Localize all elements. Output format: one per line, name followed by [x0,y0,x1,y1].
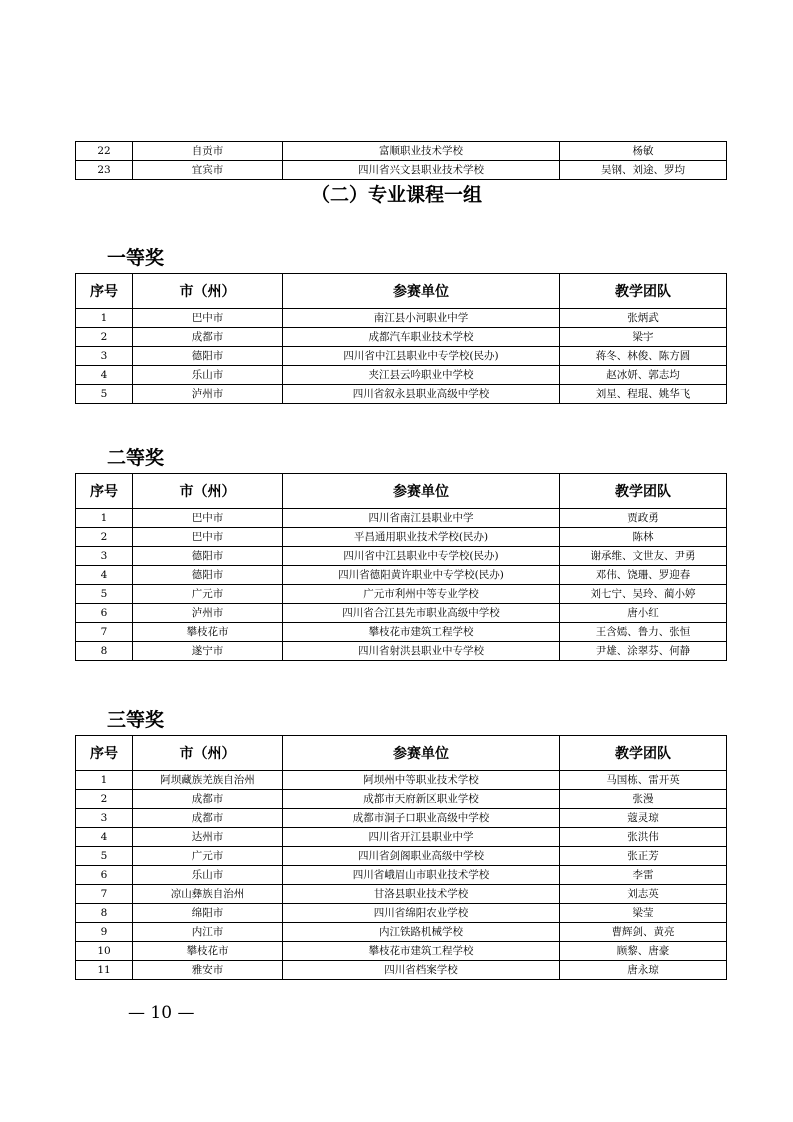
cell-index: 2 [76,528,133,547]
table-row [76,623,727,642]
cell-city: 巴中市 [133,309,283,328]
table-row [76,566,727,585]
cell-team: 陈林 [560,528,727,547]
cell-team: 吴钢、刘途、罗均 [560,161,727,180]
cell-team: 梁莹 [560,904,727,923]
cell-unit: 四川省剑阁职业高级中学校 [283,847,560,866]
cell-city: 德阳市 [133,347,283,366]
cell-city: 成都市 [133,809,283,828]
cell-team: 王含嫣、鲁力、张恒 [560,623,727,642]
cell-unit: 攀枝花市建筑工程学校 [283,623,560,642]
cell-city: 巴中市 [133,509,283,528]
cell-unit: 四川省开江县职业中学 [283,828,560,847]
table-row [76,866,727,885]
cell-unit: 夹江县云吟职业中学校 [283,366,560,385]
second-prize-table [75,473,727,661]
cell-team: 张洪伟 [560,828,727,847]
first-prize-heading: 一等奖 [107,247,165,269]
cell-city: 攀枝花市 [133,942,283,961]
cell-unit: 四川省合江县先市职业高级中学校 [283,604,560,623]
table-row [76,385,727,404]
cell-unit: 四川省兴文县职业技术学校 [283,161,560,180]
table-row [76,885,727,904]
cell-index: 23 [76,161,133,180]
cell-city: 广元市 [133,847,283,866]
table-row [76,961,727,980]
cell-team: 蔻灵琼 [560,809,727,828]
cell-city: 内江市 [133,923,283,942]
cell-city: 泸州市 [133,604,283,623]
second-prize-heading: 二等奖 [107,447,165,469]
cell-unit: 内江铁路机械学校 [283,923,560,942]
cell-index: 11 [76,961,133,980]
header-index: 序号 [76,274,133,309]
cell-team: 尹雄、涂翠芬、何静 [560,642,727,661]
table-row [76,828,727,847]
table-row [76,142,727,161]
table-row [76,366,727,385]
cell-city: 成都市 [133,328,283,347]
cell-team: 曹辉剑、黄亮 [560,923,727,942]
table-row [76,847,727,866]
cell-team: 李雷 [560,866,727,885]
header-team: 教学团队 [560,474,727,509]
third-prize-table [75,735,727,980]
cell-unit: 四川省档案学校 [283,961,560,980]
cell-unit: 四川省绵阳农业学校 [283,904,560,923]
cell-team: 刘七宁、吴玲、蔺小婷 [560,585,727,604]
cell-city: 泸州市 [133,385,283,404]
table-row [76,585,727,604]
cell-city: 绵阳市 [133,904,283,923]
header-unit: 参赛单位 [283,274,560,309]
cell-unit: 成都市洞子口职业高级中学校 [283,809,560,828]
carryover-table [75,141,727,180]
cell-index: 1 [76,509,133,528]
table-row [76,942,727,961]
cell-unit: 南江县小河职业中学 [283,309,560,328]
cell-team: 唐小红 [560,604,727,623]
cell-city: 阿坝藏族羌族自治州 [133,771,283,790]
cell-city: 广元市 [133,585,283,604]
table-row [76,347,727,366]
cell-index: 5 [76,847,133,866]
cell-city: 乐山市 [133,366,283,385]
cell-index: 5 [76,585,133,604]
table-row [76,528,727,547]
cell-unit: 富顺职业技术学校 [283,142,560,161]
cell-team: 顾黎、唐豪 [560,942,727,961]
cell-city: 德阳市 [133,547,283,566]
cell-unit: 四川省德阳黄许职业中专学校(民办) [283,566,560,585]
cell-team: 马国栋、雷开英 [560,771,727,790]
cell-index: 3 [76,809,133,828]
first-prize-table [75,273,727,404]
cell-team: 梁宇 [560,328,727,347]
cell-team: 杨敏 [560,142,727,161]
cell-index: 3 [76,347,133,366]
cell-city: 攀枝花市 [133,623,283,642]
cell-unit: 广元市利州中等专业学校 [283,585,560,604]
cell-unit: 甘洛县职业技术学校 [283,885,560,904]
cell-unit: 攀枝花市建筑工程学校 [283,942,560,961]
cell-city: 自贡市 [133,142,283,161]
cell-city: 德阳市 [133,566,283,585]
cell-index: 2 [76,328,133,347]
cell-unit: 四川省南江县职业中学 [283,509,560,528]
cell-team: 贾政勇 [560,509,727,528]
cell-city: 巴中市 [133,528,283,547]
cell-city: 雅安市 [133,961,283,980]
cell-index: 6 [76,866,133,885]
table-row [76,547,727,566]
cell-team: 谢承维、文世友、尹勇 [560,547,727,566]
cell-unit: 成都汽车职业技术学校 [283,328,560,347]
cell-index: 4 [76,566,133,585]
cell-city: 成都市 [133,790,283,809]
table-row [76,604,727,623]
cell-team: 张正芳 [560,847,727,866]
table-row [76,161,727,180]
cell-index: 7 [76,623,133,642]
cell-team: 刘志英 [560,885,727,904]
cell-team: 赵冰妍、郭志均 [560,366,727,385]
header-city: 市（州） [133,474,283,509]
cell-city: 宜宾市 [133,161,283,180]
cell-unit: 四川省射洪县职业中专学校 [283,642,560,661]
header-city: 市（州） [133,736,283,771]
cell-city: 达州市 [133,828,283,847]
table-row [76,328,727,347]
header-index: 序号 [76,474,133,509]
page-number: — 10 — [128,1003,195,1023]
cell-unit: 成都市天府新区职业学校 [283,790,560,809]
table-row [76,642,727,661]
header-unit: 参赛单位 [283,736,560,771]
group-title: （二）专业课程一组 [310,184,482,206]
cell-index: 7 [76,885,133,904]
cell-unit: 四川省叙永县职业高级中学校 [283,385,560,404]
cell-unit: 四川省中江县职业中专学校(民办) [283,547,560,566]
header-unit: 参赛单位 [283,474,560,509]
header-team: 教学团队 [560,274,727,309]
cell-city: 凉山彝族自治州 [133,885,283,904]
cell-index: 5 [76,385,133,404]
third-prize-heading: 三等奖 [107,709,165,731]
header-team: 教学团队 [560,736,727,771]
cell-unit: 四川省中江县职业中专学校(民办) [283,347,560,366]
cell-city: 遂宁市 [133,642,283,661]
cell-index: 4 [76,828,133,847]
cell-index: 8 [76,642,133,661]
table-row [76,790,727,809]
header-city: 市（州） [133,274,283,309]
table-row [76,309,727,328]
cell-team: 张漫 [560,790,727,809]
cell-index: 10 [76,942,133,961]
cell-index: 3 [76,547,133,566]
cell-team: 蒋冬、林俊、陈方圆 [560,347,727,366]
cell-index: 4 [76,366,133,385]
table-row [76,809,727,828]
table-row [76,923,727,942]
cell-index: 1 [76,771,133,790]
table-row [76,904,727,923]
table-row [76,509,727,528]
cell-unit: 四川省峨眉山市职业技术学校 [283,866,560,885]
cell-index: 2 [76,790,133,809]
cell-index: 8 [76,904,133,923]
cell-team: 刘星、程琨、姚华飞 [560,385,727,404]
cell-unit: 阿坝州中等职业技术学校 [283,771,560,790]
cell-index: 22 [76,142,133,161]
table-row [76,771,727,790]
cell-team: 邓伟、饶珊、罗迎春 [560,566,727,585]
cell-team: 唐永琼 [560,961,727,980]
cell-city: 乐山市 [133,866,283,885]
cell-index: 6 [76,604,133,623]
cell-team: 张炳武 [560,309,727,328]
header-index: 序号 [76,736,133,771]
cell-index: 1 [76,309,133,328]
cell-unit: 平昌通用职业技术学校(民办) [283,528,560,547]
cell-index: 9 [76,923,133,942]
